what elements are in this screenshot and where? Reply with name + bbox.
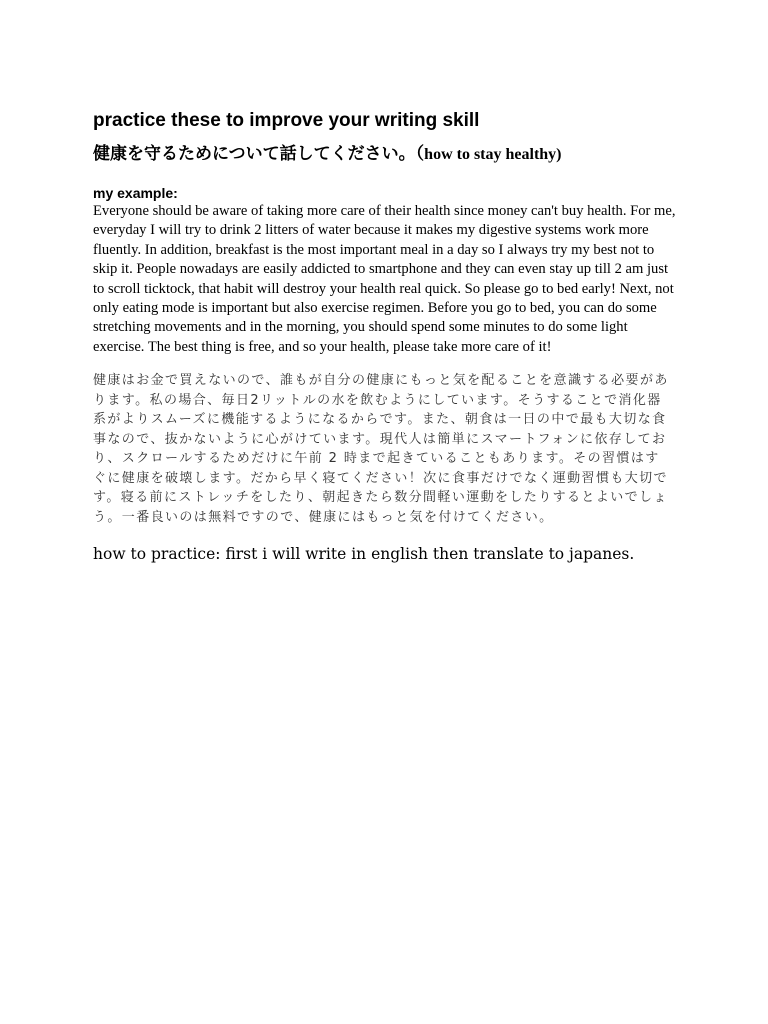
example-japanese-paragraph: 健康はお金で買えないので、誰もが自分の健康にもっと気を配ることを意識する必要があります。私の場合、毎日2リットルの水を飲むようにしています。そうすることで消化器系がよりスムーズに機能するようになるからです。また、朝食は一日の中で最も大切な食事なので、抜かないように心がけています。現代人は簡単にスマートフォンに依存しており、スクロールするためだけに午前 2 時まで起きていることもあります。その習慣はすぐに健康を破壊します。だから早く寝てください！次に食事だけでなく運動習慣も大切です。寝る前にストレッチをしたり、朝起きたら数分間軽い運動をしたりするとよいでしょう。一番良いのは無料ですので、健康にはもっと気を付けてください。 xyxy=(93,373,669,525)
example-label: my example: xyxy=(93,185,178,201)
subtitle-japanese: 健康を守るためについて話してください。（ xyxy=(93,144,425,164)
document-subtitle xyxy=(93,141,683,168)
document-title: practice these to improve your writing skill xyxy=(93,110,480,131)
document-page xyxy=(93,108,683,565)
how-to-practice-note: how to practice: first i will write in english then translate to japanes. xyxy=(93,545,635,564)
example-english-paragraph: Everyone should be aware of taking more care of their health since money can't buy health. For me, everyday I will try to drink 2 litters of water because it makes my digestive systems work more fluently. In addition, breakfast is the most important meal in a day so I always try my best not to skip it. People nowadays are easily addicted to smartphone and they can even stay up till 2 am just to scroll ticktock, that habit will destroy your health real quick. So please go to bed early! Next, not only eating mode is important but also exercise regimen. Before you go to bed, you can do some stretching movements and in the morning, you should spend some minutes to do some light exercise. The best thing is free, and so your health, please take more care of it! xyxy=(93,203,676,355)
subtitle-english: how to stay healthy) xyxy=(424,146,562,163)
